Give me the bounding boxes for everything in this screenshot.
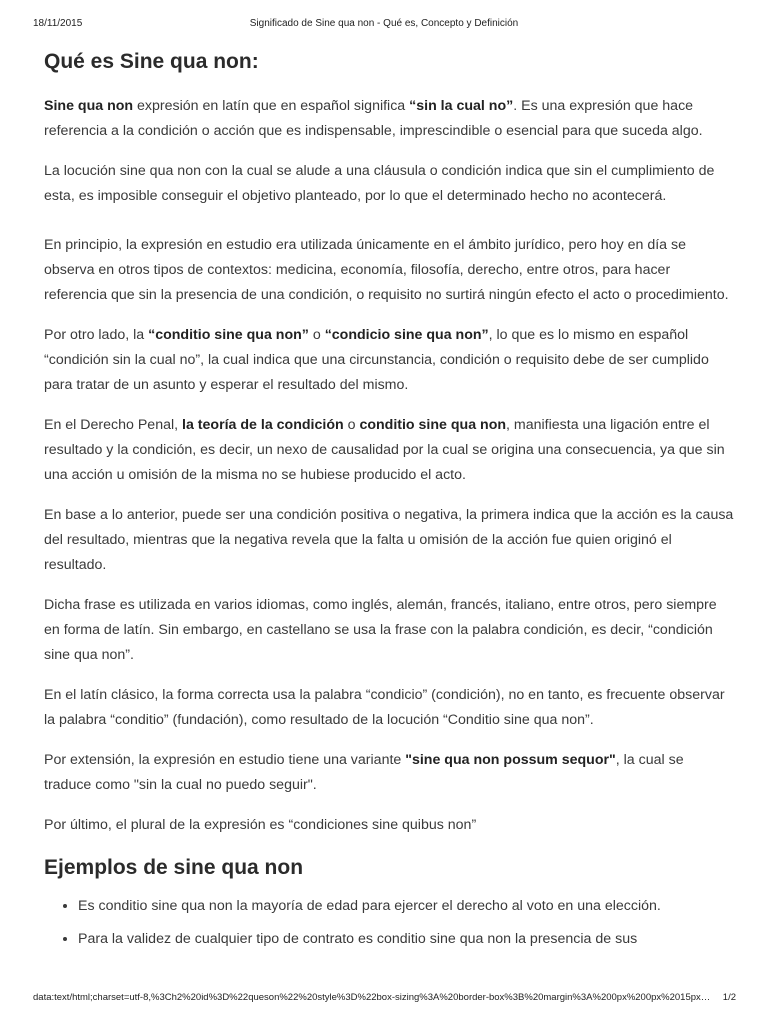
page-number: 1/2: [722, 992, 736, 1003]
paragraph-locucion: [44, 159, 734, 209]
paragraph-text: Dicha frase es utilizada en varios idiomas, como inglés, alemán, francés, italiano, entre otros, pero siempre en forma de latín. Sin embargo, en castellano se usa la frase con la palabra condición, es decir, “condición sine qua non”.: [44, 597, 717, 663]
list-item: • Para la validez de cualquier tipo de contrato es conditio sine qua non la presencia de sus: [78, 927, 734, 952]
paragraph-text: En principio, la expresión en estudio era utilizada únicamente en el ámbito jurídico, pero hoy en día se observa en otros tipos de contextos: medicina, economía, filosofía, derecho, entre otros, para hacer referencia que sin la presencia de una condición, o requisito no surtirá ningún efecto el acto o procedimiento.: [44, 237, 729, 303]
paragraph-text: o: [308, 327, 325, 343]
list-item: • Es conditio sine qua non la mayoría de edad para ejercer el derecho al voto en una elección.: [78, 894, 734, 919]
section-heading-ejemplos: Ejemplos de sine qua non: [44, 856, 304, 879]
paragraph-text: , la cual se traduce como "sin la cual no puedo seguir".: [44, 752, 684, 793]
paragraph-plural: [44, 813, 734, 838]
paragraph-text: , manifiesta una ligación entre el resultado y la condición, es decir, un nexo de causalidad por la cual se origina una consecuencia, ya que sin una acción u omisión de la misma no se hubiese producido el acto.: [44, 417, 725, 483]
paragraph-text: En el latín clásico, la forma correcta usa la palabra “condicio” (condición), no en tanto, es frecuente observar la palabra “conditio” (fundación), como resultado de la locución “Conditio sine qua non”.: [44, 687, 725, 728]
paragraph-latin-clasico: [44, 683, 734, 733]
bold-term: "sine qua non possum sequor": [405, 752, 616, 768]
paragraph-extension: [44, 748, 734, 798]
paragraph-text: Por extensión, la expresión en estudio tiene una variante: [44, 752, 406, 768]
paragraph-base: [44, 503, 734, 578]
print-page-title: Significado de Sine qua non - Qué es, Concepto y Definición: [249, 18, 519, 29]
paragraph-text: expresión en latín que en español significa: [133, 98, 410, 114]
print-date: 18/11/2015: [33, 18, 83, 29]
paragraph-principio: [44, 233, 734, 308]
paragraph-text: , lo que es lo mismo en español “condición sin la cual no”, la cual indica que una circunstancia, condición o requisito debe de ser cumplido para tratar de un asunto y esperar el resultado del mismo.: [44, 327, 709, 393]
bold-term: “condicio sine qua non”: [324, 327, 489, 343]
paragraph-text: Por último, el plural de la expresión es “condiciones sine quibus non”: [44, 817, 477, 833]
article-content: [44, 44, 734, 960]
print-header: [0, 0, 768, 40]
print-footer: [0, 990, 768, 1010]
bold-term: Sine qua non: [44, 98, 134, 114]
section-heading-que-es: Qué es Sine qua non:: [44, 50, 259, 73]
paragraph-derecho-penal: [44, 413, 734, 488]
bold-term: “conditio sine qua non”: [148, 327, 309, 343]
examples-list: [44, 894, 734, 952]
paragraph-text: . Es una expresión que hace referencia a la condición o acción que es indispensable, imprescindible o esencial para que suceda algo.: [44, 98, 703, 139]
paragraph-text: La locución sine qua non con la cual se alude a una cláusula o condición indica que sin el cumplimiento de esta, es imposible conseguir el objetivo planteado, por lo que el determinado hecho no acontecerá.: [44, 163, 715, 204]
paragraph-conditio: [44, 323, 734, 398]
bold-term: “sin la cual no”: [409, 98, 514, 114]
paragraph-text: En el Derecho Penal,: [44, 417, 183, 433]
paragraph-text: En base a lo anterior, puede ser una condición positiva o negativa, la primera indica que la acción es la causa del resultado, mientras que la negativa revela que la falta u omisión de la acción fue quien originó el resultado.: [44, 507, 734, 573]
paragraph-idiomas: [44, 593, 734, 668]
paragraph-text: Por otro lado, la: [44, 327, 149, 343]
paragraph-definition: [44, 94, 734, 144]
bold-term: la teoría de la condición: [182, 417, 344, 433]
print-url: data:text/html;charset=utf-8,%3Ch2%20id%3D%22queson%22%20style%3D%22box-sizing%3A%20border-box%3B%20margin%3A%200px%200px%2015px…: [33, 992, 711, 1003]
paragraph-text: o: [343, 417, 360, 433]
bold-term: conditio sine qua non: [359, 417, 507, 433]
